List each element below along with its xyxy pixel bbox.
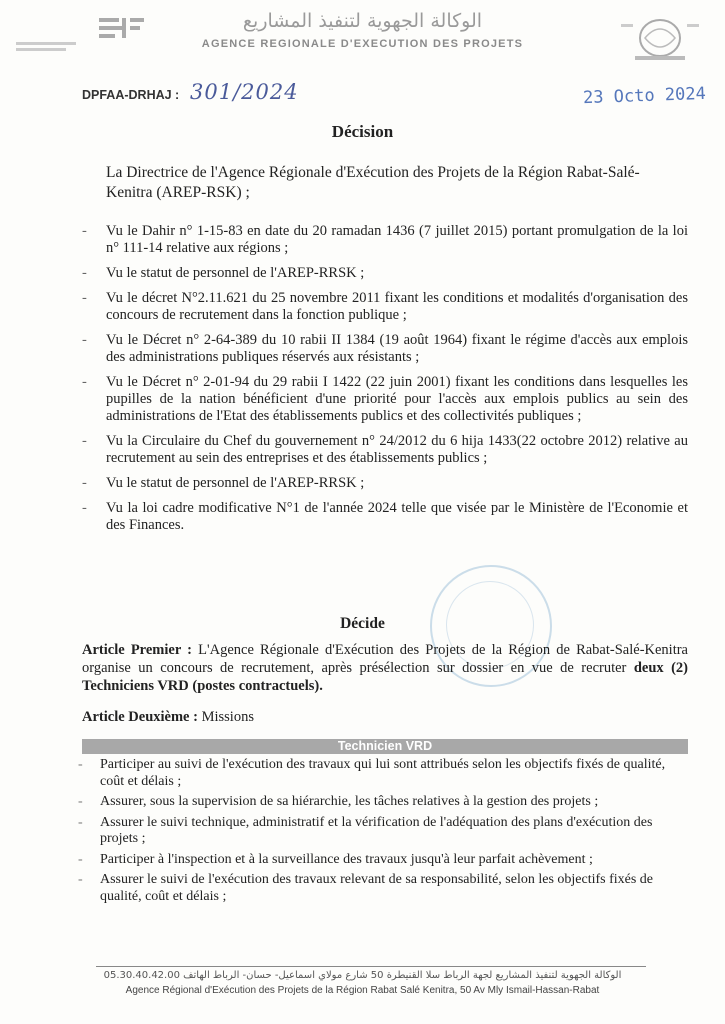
arabic-agency-name: الوكالة الجهوية لتنفيذ المشاريع: [242, 10, 483, 32]
list-item: - Vu le Dahir n° 1-15-83 en date du 20 ramadan 1436 (7 juillet 2015) portant promulgation de la loi n° 111-14 relative aux régions ;: [82, 223, 688, 256]
reference-number: 301/2024: [190, 80, 299, 104]
list-item: - Assurer, sous la supervision de sa hiérarchie, les tâches relatives à la gestion des projets ;: [78, 794, 599, 809]
list-item: - Participer à l'inspection et à la surveillance des travaux jusqu'à leur parfait achèvement ;: [78, 851, 593, 867]
article-positions: deux (2) Techniciens VRD (postes contractuels).: [82, 660, 688, 694]
footer-arabic-address: 05.30.40.42.00 الوكالة الجهوية لتنفيذ المشاريع لجهة الرباط سلا القنيطرة 50 شارع مولاي اسماعيل- حسان- الرباط الهاتف: [103, 970, 622, 981]
article-label: Article Deuxième :: [82, 709, 198, 725]
reference-label: DPFAA-DRHAJ :: [82, 88, 180, 102]
article-deuxieme: [82, 709, 254, 726]
considerations-list: [82, 223, 688, 542]
list-item: - Vu la loi cadre modificative N°1 de l'année 2024 telle que visée par le Ministère de l'Economie et des Finances.: [82, 500, 688, 533]
decide-heading: Décide: [340, 615, 385, 632]
list-item: - Vu le Décret n° 2-64-389 du 10 rabii II 1384 (19 août 1964) fixant le régime d'accès aux emplois des administrations publiques réservés aux résistants ;: [82, 332, 688, 365]
section-header-bar: Technicien VRD: [82, 739, 688, 754]
french-agency-name: AGENCE REGIONALE D'EXECUTION DES PROJETS: [201, 38, 524, 50]
document-title: Décision: [331, 122, 394, 141]
director-paragraph: La Directrice de l'Agence Régionale d'Exécution des Projets de la Région Rabat-Salé-Kenitra (AREP-RSK) ;: [106, 164, 640, 201]
date-stamp: 23 Octo 2024: [582, 83, 707, 109]
list-item: - Participer au suivi de l'exécution des travaux qui lui sont attribués selon les objectifs fixés de qualité, coût et délais ;: [78, 757, 666, 789]
article-text: Missions: [197, 709, 254, 725]
list-item: - Assurer le suivi technique, administratif et la vérification de l'adéquation des plans d'exécution des projets ;: [78, 814, 653, 846]
article-premier: [82, 641, 688, 695]
list-item: - Assurer le suivi de l'exécution des travaux relevant de sa responsabilité, selon les objectifs fixés de qualité, coût et délais ;: [78, 872, 654, 904]
missions-list: [78, 757, 690, 909]
article-text: L'Agence Régionale d'Exécution des Projets de la Région de Rabat-Salé-Kenitra organise un concours de recrutement, après présélection sur dossier en vue de recruter: [82, 642, 688, 676]
footer-french-address: Agence Régional d'Exécution des Projets de la Région Rabat Salé Kenitra, 50 Av Mly Ismail-Hassan-Rabat: [125, 985, 600, 996]
article-label: Article Premier :: [82, 642, 192, 658]
list-item: - Vu le statut de personnel de l'AREP-RRSK ;: [82, 265, 365, 281]
list-item: - Vu la Circulaire du Chef du gouvernement n° 24/2012 du 6 hija 1433(22 octobre 2012) relative au recrutement au sein des entreprises et des établissements publics ;: [82, 433, 688, 466]
list-item: - Vu le statut de personnel de l'AREP-RRSK ;: [82, 475, 365, 491]
footer-divider: [96, 966, 646, 967]
list-item: - Vu le Décret n° 2-01-94 du 29 rabii I 1422 (22 juin 2001) fixant les conditions dans lesquelles les pupilles de la nation bénéficient d'une priorité pour l'accès aux emplois publics au sein des administrations de l'Etat des établissements publics et des collectivités publiques ;: [82, 374, 688, 424]
list-item: - Vu le décret N°2.11.621 du 25 novembre 2011 fixant les conditions et modalités d'organisation des concours de recrutement dans la fonction publique ;: [82, 290, 688, 323]
